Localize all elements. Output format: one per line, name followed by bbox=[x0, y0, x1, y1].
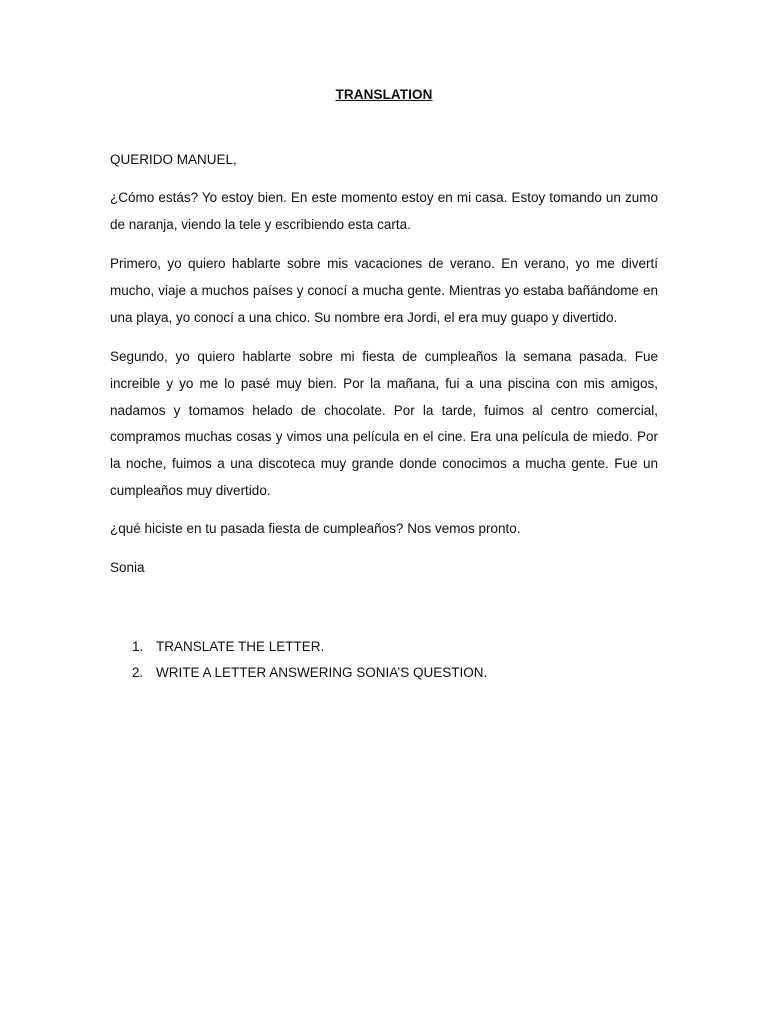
letter-greeting: QUERIDO MANUEL, bbox=[110, 152, 237, 167]
letter-signature: Sonia bbox=[110, 560, 145, 575]
task-item bbox=[132, 634, 487, 660]
task-number: 2. bbox=[132, 665, 144, 680]
letter-paragraph-4: ¿qué hiciste en tu pasada fiesta de cumpleaños? Nos vemos pronto. bbox=[110, 521, 521, 536]
task-text: TRANSLATE THE LETTER. bbox=[156, 639, 325, 654]
letter-paragraph-1: ¿Cómo estás? Yo estoy bien. En este momento estoy en mi casa. Estoy tomando un zumo de naranja, viendo la tele y escribiendo esta carta. bbox=[110, 190, 658, 232]
document-title: TRANSLATION bbox=[335, 87, 433, 102]
task-number: 1. bbox=[132, 639, 144, 654]
task-item bbox=[132, 660, 487, 686]
letter-paragraph-3: Segundo, yo quiero hablarte sobre mi fiesta de cumpleaños la semana pasada. Fue increible y yo me lo pasé muy bien. Por la mañana, fui a una piscina con mis amigos, nadamos y tomamos helado de chocolate. Por la tarde, fuimos al centro comercial, compramos muchas cosas y vimos una película en el cine. Era una película de miedo. Por la noche, fuimos a una discoteca muy grande donde conocimos a mucha gente. Fue un cumpleaños muy divertido. bbox=[110, 349, 658, 498]
letter-paragraph-2: Primero, yo quiero hablarte sobre mis vacaciones de verano. En verano, yo me divertí mucho, viaje a muchos países y conocí a mucha gente. Mientras yo estaba bañándome en una playa, yo conocí a una chico. Su nombre era Jordi, el era muy guapo y divertido. bbox=[110, 256, 658, 325]
task-text: WRITE A LETTER ANSWERING SONIA’S QUESTION. bbox=[156, 665, 488, 680]
task-list bbox=[132, 634, 487, 686]
